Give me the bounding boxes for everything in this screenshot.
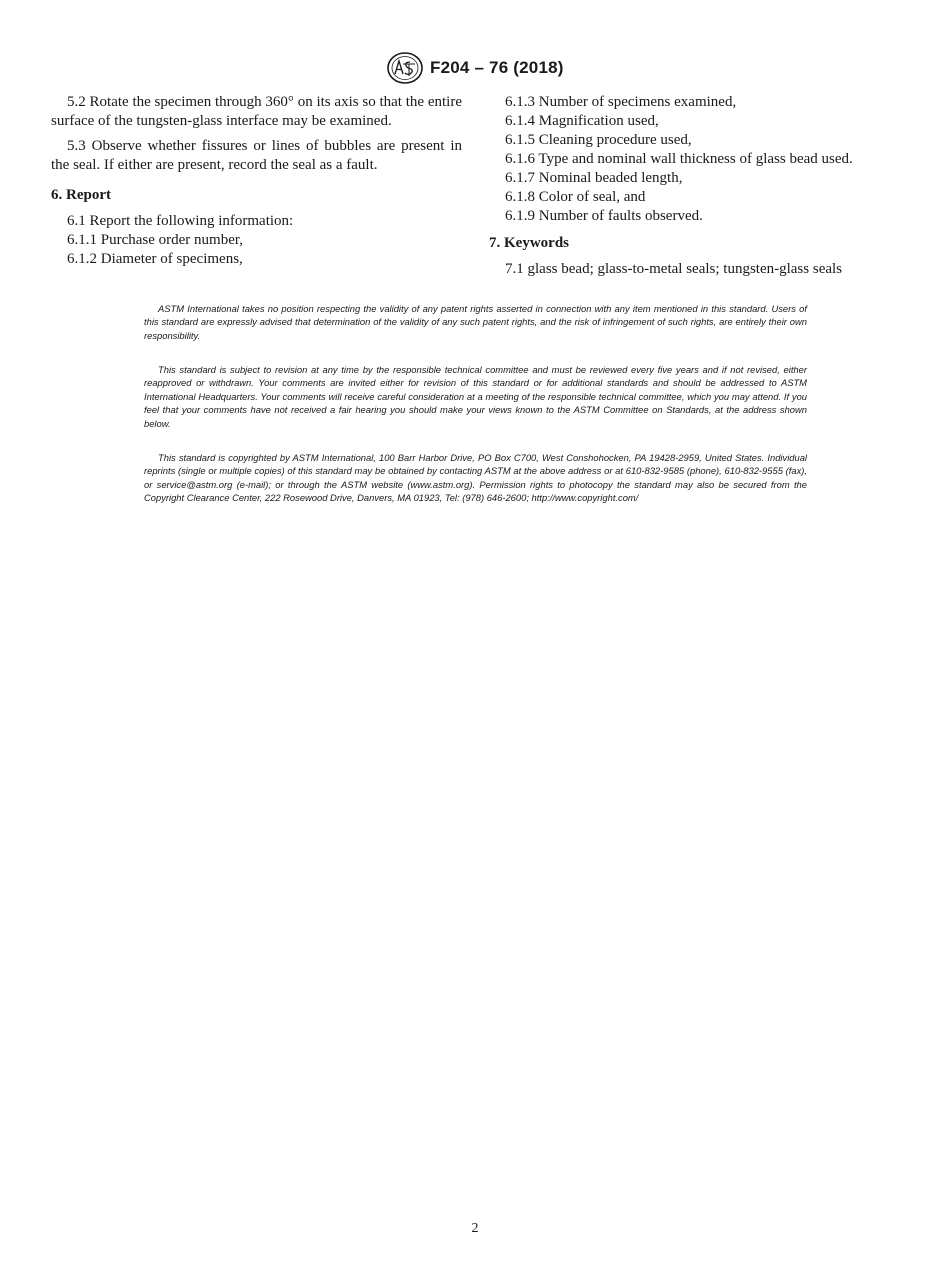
list-item: 6.1.2 Diameter of specimens, bbox=[67, 251, 243, 267]
list-item: 6.1.7 Nominal beaded length, bbox=[505, 170, 683, 186]
list-item: 6.1.1 Purchase order number, bbox=[67, 232, 244, 248]
list-item: 6.1.3 Number of specimens examined, bbox=[505, 94, 737, 110]
astm-logo-icon bbox=[386, 52, 424, 84]
paragraph-5-2: 5.2 Rotate the specimen through 360° on its axis so that the entire surface of the tungsten-glass interface may be examined. bbox=[51, 94, 462, 129]
list-item: 6.1.8 Color of seal, and bbox=[505, 189, 646, 205]
page-header bbox=[0, 52, 950, 84]
patent-notice: ASTM International takes no position respecting the validity of any patent rights asserted in connection with any item mentioned in this standard. Users of this standard are expressly advised that determination of the validity of any such patent rights, and the risk of infringement of such rights, are entirely their own responsibility. bbox=[144, 303, 807, 341]
section-6-heading: 6. Report bbox=[51, 187, 111, 203]
page-number: 2 bbox=[471, 1221, 479, 1236]
revision-notice: This standard is subject to revision at any time by the responsible technical committee and must be reviewed every five years and if not revised, either reapproved or withdrawn. Your comments are invited either for revision of this standard or for additional standards and should be addressed to ASTM International Headquarters. Your comments will receive careful consideration at a meeting of the responsible technical committee, which you may attend. If you feel that your comments have not received a fair hearing you should make your views known to the ASTM Committee on Standards, at the address shown below. bbox=[144, 364, 807, 429]
list-item: 6.1 Report the following information: bbox=[67, 213, 294, 229]
section-7-heading: 7. Keywords bbox=[489, 235, 569, 251]
list-item: 6.1.9 Number of faults observed. bbox=[505, 208, 703, 224]
right-column bbox=[489, 93, 909, 279]
keywords-paragraph: 7.1 glass bead; glass-to-metal seals; tungsten-glass seals bbox=[505, 261, 843, 277]
document-designation: F204 – 76 (2018) bbox=[430, 58, 564, 77]
left-column bbox=[51, 93, 462, 269]
paragraph-5-3: 5.3 Observe whether fissures or lines of bubbles are present in the seal. If either are present, record the seal as a fault. bbox=[51, 138, 462, 173]
list-item: 6.1.4 Magnification used, bbox=[505, 113, 659, 129]
list-item: 6.1.6 Type and nominal wall thickness of glass bead used. bbox=[505, 151, 853, 167]
list-item: 6.1.5 Cleaning procedure used, bbox=[505, 132, 692, 148]
copyright-notice: This standard is copyrighted by ASTM International, 100 Barr Harbor Drive, PO Box C700, West Conshohocken, PA 19428-2959, United States. Individual reprints (single or multiple copies) of this standard may be obtained by contacting ASTM at the above address or at 610-832-9585 (phone), 610-832-9555 (fax), or service@astm.org (e-mail); or through the ASTM website (www.astm.org). Permission rights to photocopy the standard may also be secured from the Copyright Clearance Center, 222 Rosewood Drive, Danvers, MA 01923, Tel: (978) 646-2600; http://www.copyright.com/ bbox=[144, 452, 807, 504]
